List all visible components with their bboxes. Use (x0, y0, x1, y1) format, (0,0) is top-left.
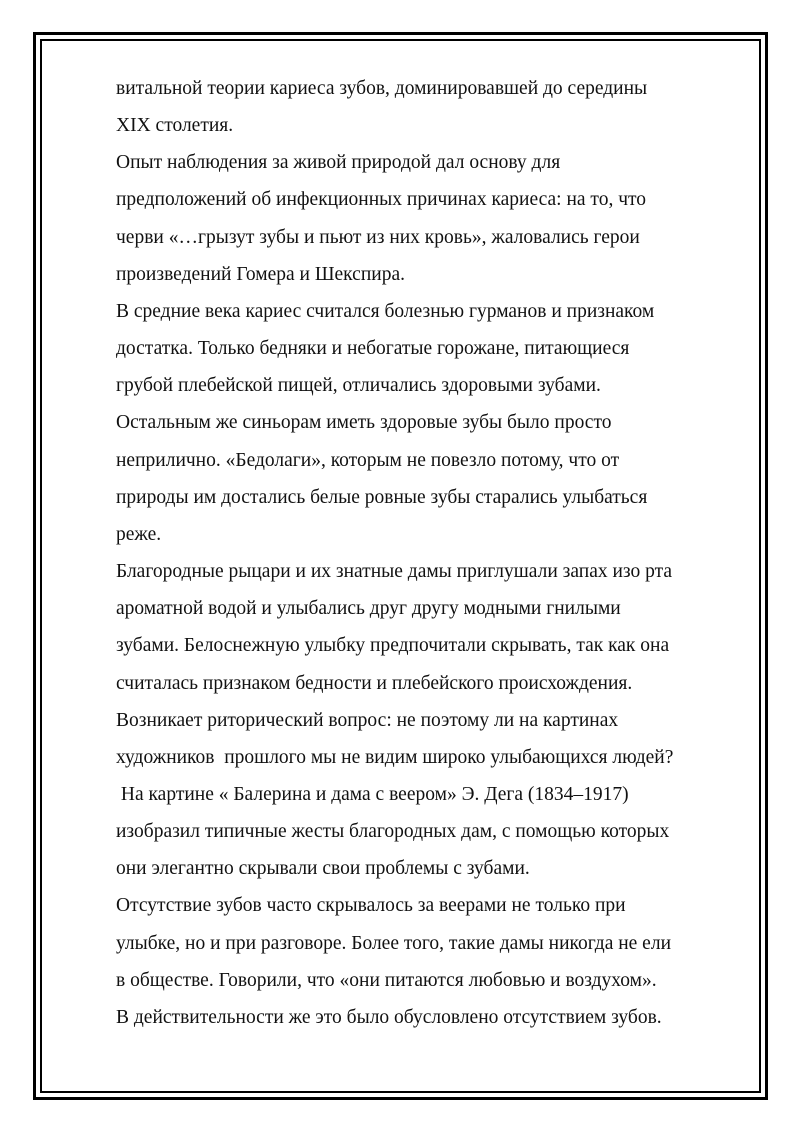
text-line: Возникает риторический вопрос: не поэтому ли на картинах (116, 709, 619, 731)
text-line: в обществе. Говорили, что «они питаются любовью и воздухом». (116, 969, 657, 991)
document-body (116, 70, 756, 1036)
text-line: витальной теории кариеса зубов, доминировавшей до середины (116, 78, 648, 99)
text-line: На картине « Балерина и дама с веером» Э. Дега (1834–1917) (116, 783, 629, 805)
text-line: Остальным же синьорам иметь здоровые зубы было просто (116, 412, 612, 434)
text-line: считалась признаком бедности и плебейского происхождения. (116, 672, 633, 694)
text-line: они элегантно скрывали свои проблемы с зубами. (116, 858, 530, 880)
text-line: предположений об инфекционных причинах кариеса: на то, что (116, 189, 647, 211)
text-line: XIX столетия. (116, 115, 234, 137)
text-line: зубами. Белоснежную улыбку предпочитали скрывать, так как она (116, 635, 670, 657)
text-line: достатка. Только бедняки и небогатые горожане, питающиеся (116, 338, 630, 360)
text-line: произведений Гомера и Шекспира. (116, 263, 405, 285)
text-line: изобразил типичные жесты благородных дам, с помощью которых (116, 821, 670, 843)
text-line: улыбке, но и при разговоре. Более того, такие дамы никогда не ели (116, 932, 672, 954)
text-line: В средние века кариес считался болезнью гурманов и признаком (116, 300, 655, 322)
text-line: художников прошлого мы не видим широко улыбающихся людей? (116, 746, 674, 768)
text-line: Благородные рыцари и их знатные дамы приглушали запах изо рта (116, 561, 673, 583)
text-line: Опыт наблюдения за живой природой дал основу для (116, 152, 561, 174)
text-line: Отсутствие зубов часто скрывалось за веерами не только при (116, 895, 626, 917)
text-line: грубой плебейской пищей, отличались здоровыми зубами. (116, 375, 601, 397)
text-line: неприлично. «Бедолаги», которым не повезло потому, что от (116, 449, 620, 471)
text-line: природы им достались белые ровные зубы старались улыбаться (116, 486, 648, 508)
text-line: реже. (116, 523, 162, 545)
text-line: черви «…грызут зубы и пьют из них кровь», жаловались герои (116, 226, 640, 248)
text-line: В действительности же это было обусловлено отсутствием зубов. (116, 1006, 662, 1028)
text-line: ароматной водой и улыбались друг другу модными гнилыми (116, 598, 621, 620)
